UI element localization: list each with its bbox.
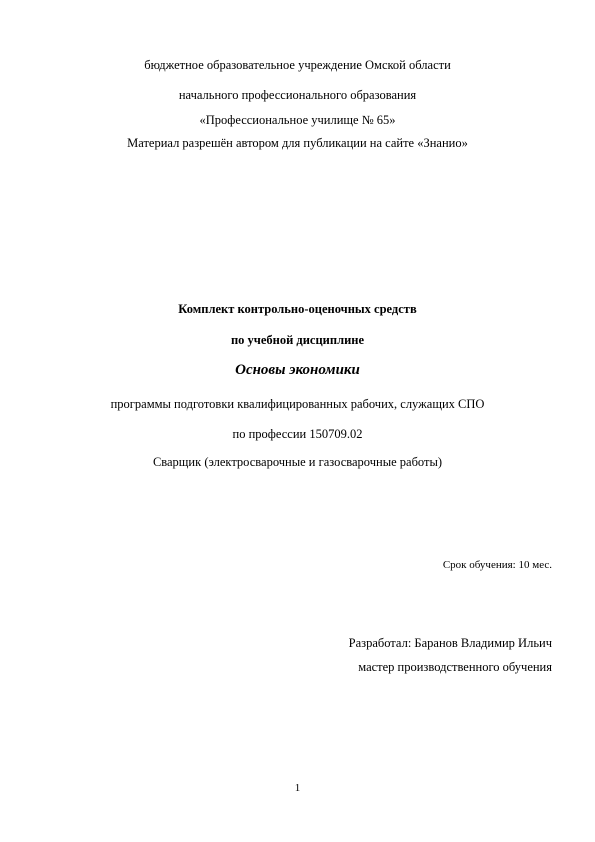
publication-permission: Материал разрешён автором для публикации на сайте «Знанио» — [127, 136, 468, 150]
set-title: Комплект контрольно-оценочных средств — [178, 302, 417, 316]
institution-name: «Профессиональное училище № 65» — [199, 113, 396, 127]
discipline-label: по учебной дисциплине — [230, 333, 365, 347]
program-line: программы подготовки квалифицированных рабочих, служащих СПО — [110, 397, 485, 411]
specialty-line: Сварщик (электросварочные и газосварочные работы) — [152, 455, 443, 469]
institution-level: начального профессионального образования — [178, 88, 417, 102]
study-term: Срок обучения: 10 мес. — [442, 559, 552, 571]
profession-line: по профессии 150709.02 — [232, 427, 363, 441]
page-number: 1 — [294, 782, 301, 794]
author-position: мастер производственного обучения — [358, 660, 552, 674]
author-name: Разработал: Баранов Владимир Ильич — [348, 636, 552, 650]
discipline-name: Основы экономики — [235, 362, 360, 378]
institution-type: бюджетное образовательное учреждение Омской области — [144, 58, 451, 72]
